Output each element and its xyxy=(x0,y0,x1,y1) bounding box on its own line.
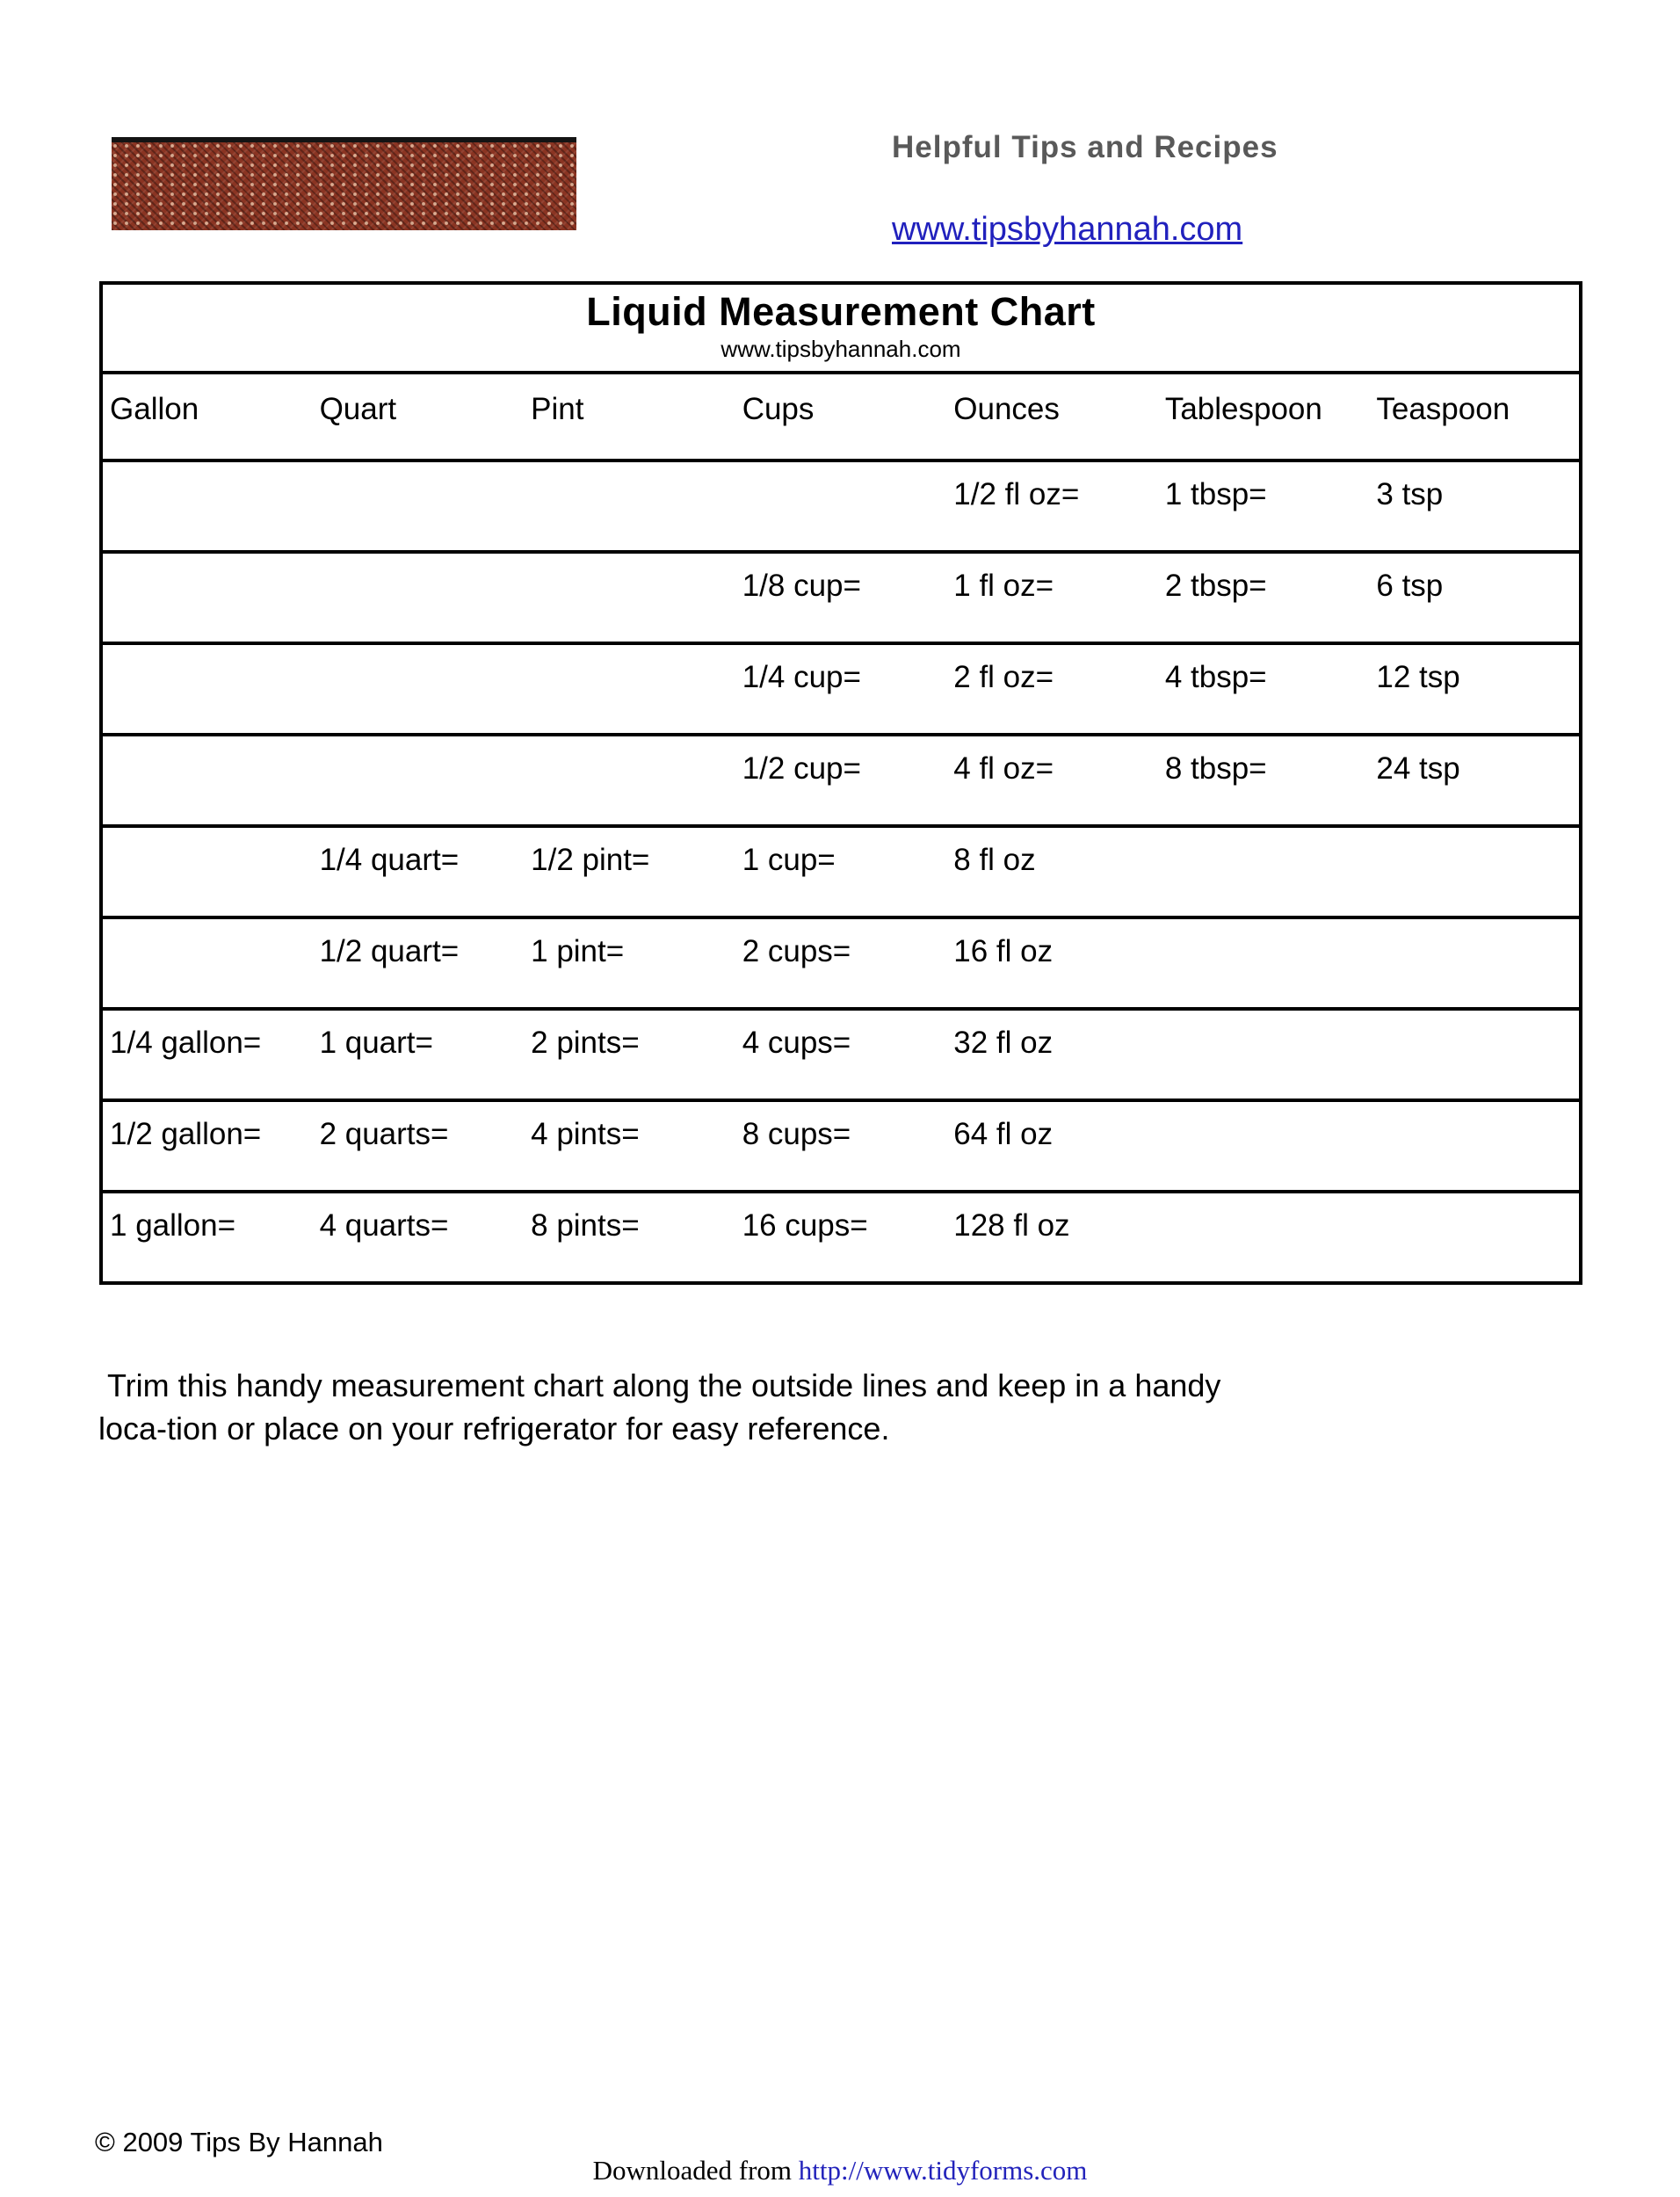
table-cell xyxy=(524,460,735,552)
table-cell xyxy=(1158,1192,1370,1283)
column-header-quart: Quart xyxy=(313,373,525,460)
table-cell xyxy=(524,643,735,735)
table-cell: 1/4 quart= xyxy=(313,826,525,917)
table-cell xyxy=(101,735,313,826)
brand-banner-image xyxy=(112,137,576,230)
column-header-gallon: Gallon xyxy=(101,373,313,460)
page-header xyxy=(892,130,1278,249)
table-cell xyxy=(1158,917,1370,1009)
table-cell: 1/2 gallon= xyxy=(101,1100,313,1192)
table-cell: 4 quarts= xyxy=(319,1208,449,1243)
table-cell: 1 pint= xyxy=(524,917,735,1009)
table-row xyxy=(101,1100,1581,1192)
table-cell xyxy=(1158,826,1370,917)
table-cell xyxy=(1158,1009,1370,1100)
table-subtitle: www.tipsbyhannah.com xyxy=(721,336,961,362)
column-header-tablespoon: Tablespoon xyxy=(1158,373,1370,460)
table-cell: 1/4 cup= xyxy=(735,643,947,735)
table-cell: 2 cups= xyxy=(735,917,947,1009)
table-title: Liquid Measurement Chart xyxy=(586,289,1096,334)
table-cell: 1/2 quart= xyxy=(313,917,525,1009)
instruction-line: Trim this handy measurement chart along the outside lines and keep in a handy xyxy=(98,1367,1221,1403)
table-cell: 1/2 pint= xyxy=(524,826,735,917)
table-cell xyxy=(101,917,313,1009)
column-header-cups: Cups xyxy=(735,373,947,460)
table-cell: 1 cup= xyxy=(735,826,947,917)
table-cell: 1 tbsp= xyxy=(1158,460,1370,552)
table-cell: 2 pints= xyxy=(524,1009,735,1100)
table-cell: 16 cups= xyxy=(742,1208,868,1243)
table-cell xyxy=(313,643,525,735)
table-cell xyxy=(1369,1100,1581,1192)
table-cell: 1/2 cup= xyxy=(735,735,947,826)
table-cell: 1 quart= xyxy=(313,1009,525,1100)
table-cell: 1/8 cup= xyxy=(735,552,947,643)
table-row xyxy=(101,1192,1581,1283)
table-cell: 64 fl oz xyxy=(946,1100,1158,1192)
table-cell xyxy=(1369,1192,1581,1283)
table-cell: 4 pints= xyxy=(524,1100,735,1192)
site-title: Helpful Tips and Recipes xyxy=(892,130,1278,164)
table-row xyxy=(101,643,1581,735)
downloaded-from-line xyxy=(0,2155,1680,2186)
copyright-text: © 2009 Tips By Hannah xyxy=(95,2127,383,2157)
table-cell: 1/2 fl oz= xyxy=(946,460,1158,552)
tidyforms-link[interactable]: http://www.tidyforms.com xyxy=(798,2155,1088,2186)
table-cell: 2 quarts= xyxy=(313,1100,525,1192)
table-cell xyxy=(524,735,735,826)
instruction-line: loca-tion or place on your refrigerator for easy reference. xyxy=(98,1410,890,1447)
table-cell xyxy=(313,735,525,826)
table-row xyxy=(101,917,1581,1009)
table-cell: 1/4 gallon= xyxy=(101,1009,313,1100)
table-cell: 16 fl oz xyxy=(946,917,1158,1009)
column-header-teaspoon: Teaspoon xyxy=(1369,373,1581,460)
table-cell xyxy=(1369,1009,1581,1100)
table-row xyxy=(101,552,1581,643)
table-cell xyxy=(101,460,313,552)
table-cell: 1 fl oz= xyxy=(946,552,1158,643)
table-cell: 4 tbsp= xyxy=(1158,643,1370,735)
table-cell xyxy=(1369,826,1581,917)
table-cell: 8 tbsp= xyxy=(1158,735,1370,826)
table-cell: 8 fl oz xyxy=(946,826,1158,917)
table-title-row xyxy=(101,283,1581,373)
table-cell xyxy=(101,643,313,735)
table-row xyxy=(101,460,1581,552)
table-cell: 3 tsp xyxy=(1369,460,1581,552)
table-cell: 32 fl oz xyxy=(946,1009,1158,1100)
table-row xyxy=(101,1009,1581,1100)
table-cell xyxy=(101,552,313,643)
table-cell: 1 gallon= xyxy=(110,1208,236,1243)
table-cell: 6 tsp xyxy=(1369,552,1581,643)
table-row xyxy=(101,735,1581,826)
table-cell xyxy=(735,460,947,552)
table-cell: 12 tsp xyxy=(1369,643,1581,735)
table-cell xyxy=(101,826,313,917)
table-cell: 8 pints= xyxy=(531,1208,640,1243)
table-cell: 24 tsp xyxy=(1369,735,1581,826)
table-cell xyxy=(524,552,735,643)
table-row xyxy=(101,826,1581,917)
downloaded-from-label: Downloaded from xyxy=(592,2155,799,2186)
table-cell xyxy=(313,552,525,643)
table-cell: 8 cups= xyxy=(735,1100,947,1192)
table-cell xyxy=(313,460,525,552)
site-link[interactable]: www.tipsbyhannah.com xyxy=(892,211,1243,248)
table-cell xyxy=(1369,917,1581,1009)
table-cell: 4 fl oz= xyxy=(946,735,1158,826)
column-header-pint: Pint xyxy=(524,373,735,460)
table-cell: 2 tbsp= xyxy=(1158,552,1370,643)
table-cell: 4 cups= xyxy=(735,1009,947,1100)
table-cell: 2 fl oz= xyxy=(946,643,1158,735)
table-cell: 128 fl oz xyxy=(953,1208,1070,1243)
measurement-table xyxy=(99,281,1582,1285)
table-cell xyxy=(1158,1100,1370,1192)
table-header-row xyxy=(101,373,1581,460)
instruction-paragraph xyxy=(98,1364,1548,1450)
column-header-ounces: Ounces xyxy=(946,373,1158,460)
